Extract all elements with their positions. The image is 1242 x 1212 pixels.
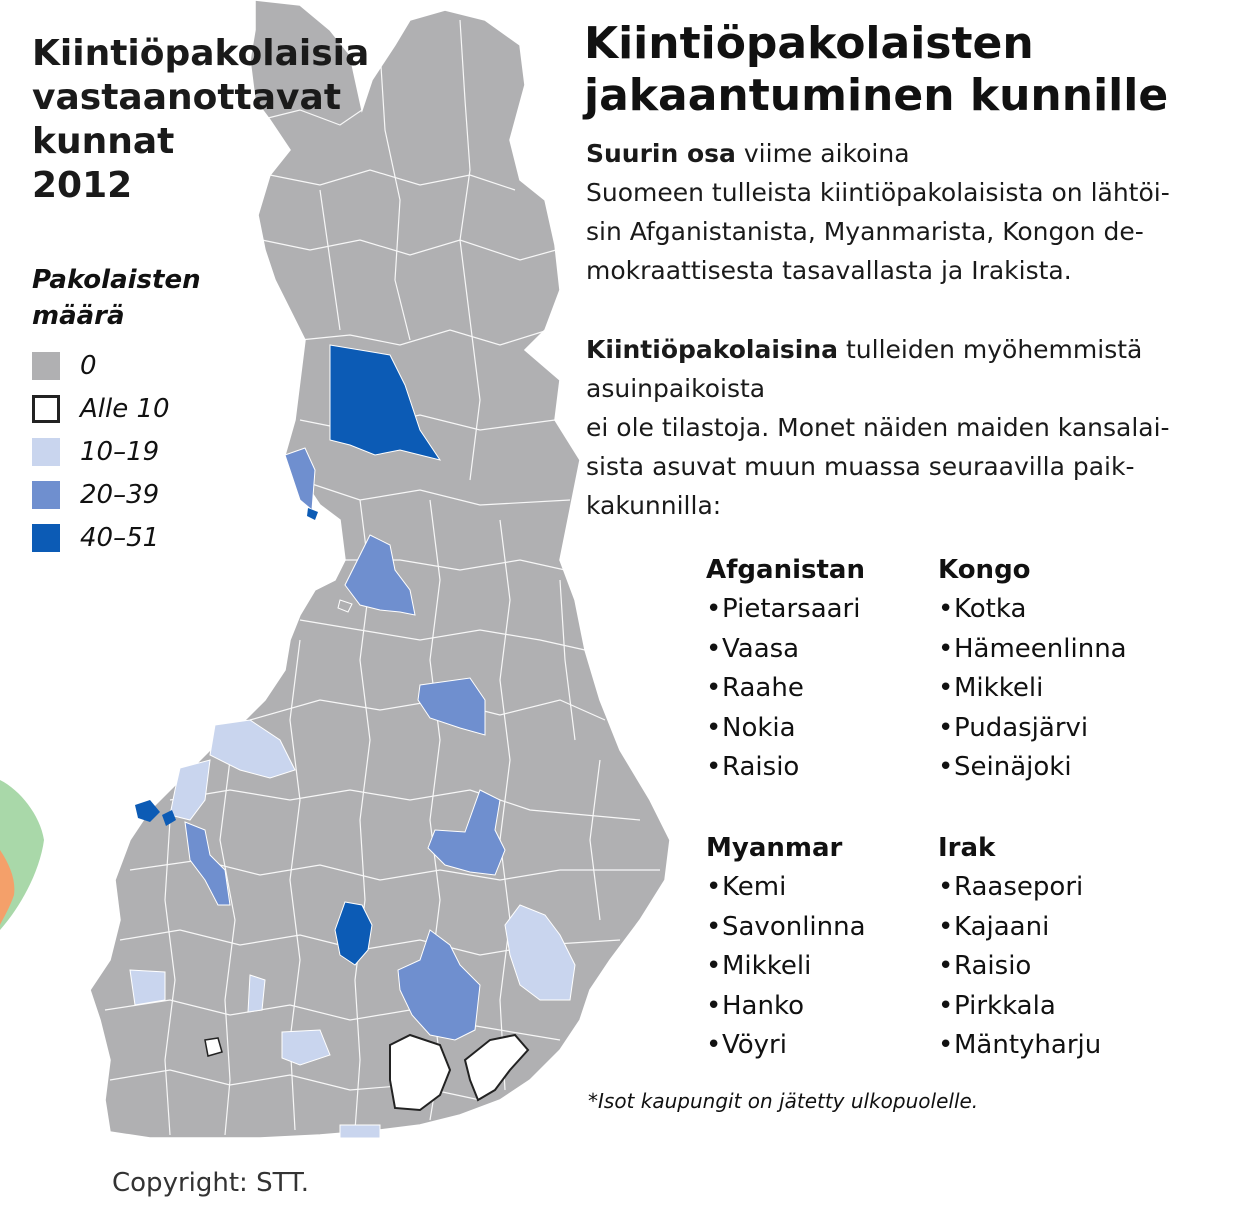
legend-item-10-19 xyxy=(32,430,252,473)
paragraph-line: ei ole tilastoja. Monet näiden maiden kansalai- xyxy=(586,413,1170,442)
map-title-line: Kiintiöpakolaisia xyxy=(32,33,370,74)
place-item: •Raisio xyxy=(938,951,1032,981)
bold-lead: Suurin osa xyxy=(586,139,736,168)
place-item: •Mikkeli xyxy=(938,673,1044,703)
paragraph-line: mokraattisesta tasavallasta ja Irakista. xyxy=(586,256,1072,285)
place-item: •Raisio xyxy=(706,752,800,782)
panel-title xyxy=(584,18,1224,122)
country-list-myanmar xyxy=(706,828,926,1066)
municipality-10-19-tampere-area xyxy=(248,975,265,1012)
legend-label: 10–19 xyxy=(80,436,160,467)
municipality-10-19-south-2 xyxy=(340,1125,380,1138)
place-item: •Raasepori xyxy=(938,872,1084,902)
country-list-kongo xyxy=(938,550,1158,788)
lead-rest: tulleiden myöhemmistä xyxy=(838,335,1143,364)
country-name: Myanmar xyxy=(706,833,843,863)
legend-title-line: määrä xyxy=(32,301,125,331)
place-item: •Kajaani xyxy=(938,911,1050,942)
intro-paragraph-1 xyxy=(586,134,1226,290)
map-title-line: vastaanottavat xyxy=(32,77,342,118)
map-title-line: 2012 xyxy=(32,165,133,206)
place-item: •Kotka xyxy=(938,594,1027,624)
panel-title-line: Kiintiöpakolaisten xyxy=(584,18,1034,69)
place-item: •Hanko xyxy=(706,990,804,1021)
intro-text xyxy=(586,134,1226,565)
country-list-irak xyxy=(938,828,1158,1066)
country-name: Irak xyxy=(938,833,996,863)
place-item: •Savonlinna xyxy=(706,911,866,942)
lead-rest: viime aikoina xyxy=(735,139,910,168)
paragraph-line xyxy=(586,330,1226,369)
legend-swatch xyxy=(32,352,60,380)
legend-label: Alle 10 xyxy=(80,393,170,424)
bold-lead: Kiintiöpakolaisina xyxy=(586,335,839,364)
legend-swatch xyxy=(32,438,60,466)
legend-title xyxy=(32,262,252,334)
place-item: •Mikkeli xyxy=(706,951,812,981)
place-item: •Pudasjärvi xyxy=(938,712,1089,743)
place-item: •Pirkkala xyxy=(938,990,1056,1021)
place-item: •Pietarsaari xyxy=(706,594,861,624)
map-title-line: kunnat xyxy=(32,121,175,162)
legend-item-alle-10 xyxy=(32,387,252,430)
place-item: •Hämeenlinna xyxy=(938,633,1127,664)
place-item: •Nokia xyxy=(706,712,796,743)
paragraph-line: sin Afganistanista, Myanmarista, Kongon de- xyxy=(586,217,1144,246)
country-name: Kongo xyxy=(938,555,1031,585)
legend-swatch xyxy=(32,395,60,423)
legend-title-line: Pakolaisten xyxy=(32,265,201,295)
paragraph-line: asuinpaikoista xyxy=(586,374,766,403)
intro-paragraph-2 xyxy=(586,330,1226,525)
country-list-afganistan xyxy=(706,550,926,788)
footnote: *Isot kaupungit on jätetty ulkopuolelle. xyxy=(588,1089,979,1113)
municipality-alle10-3 xyxy=(205,1038,222,1056)
map-title xyxy=(32,32,372,208)
paragraph-line: Suomeen tulleista kiintiöpakolaisista on lähtöi- xyxy=(586,178,1170,207)
municipality-10-19-pori xyxy=(130,970,165,1005)
place-item: •Vaasa xyxy=(706,633,800,664)
paragraph-line xyxy=(586,134,1226,173)
legend-item-20-39 xyxy=(32,473,252,516)
panel-title-line: jakaantuminen kunnille xyxy=(584,70,1169,121)
legend-label: 0 xyxy=(80,350,97,381)
country-name: Afganistan xyxy=(706,555,865,585)
legend-label: 20–39 xyxy=(80,479,160,510)
paragraph-line: kakunnilla: xyxy=(586,491,722,520)
paragraph-line: sista asuvat muun muassa seuraavilla paik- xyxy=(586,452,1135,481)
place-item: •Vöyri xyxy=(706,1030,787,1060)
legend-item-0 xyxy=(32,344,252,387)
map-legend xyxy=(32,262,252,559)
place-item: •Kemi xyxy=(706,872,787,902)
place-item: •Mäntyharju xyxy=(938,1030,1102,1060)
place-item: •Seinäjoki xyxy=(938,752,1072,782)
legend-item-40-51 xyxy=(32,516,252,559)
legend-swatch xyxy=(32,524,60,552)
copyright-text: Copyright: STT. xyxy=(112,1168,310,1198)
legend-swatch xyxy=(32,481,60,509)
legend-label: 40–51 xyxy=(80,522,160,553)
place-item: •Raahe xyxy=(706,673,804,703)
